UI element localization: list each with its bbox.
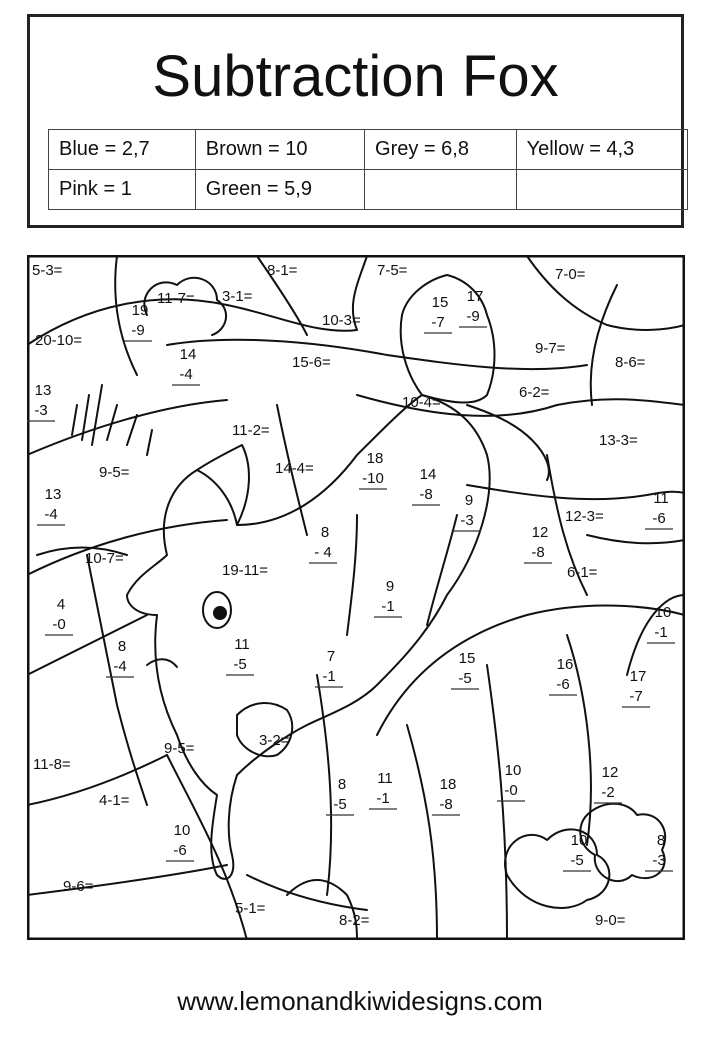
problem-bottom: -0 xyxy=(52,616,66,633)
key-cell-green: Green = 5,9 xyxy=(195,170,364,210)
problem-text: 19-11= xyxy=(222,562,269,579)
problem-top: 15 xyxy=(431,294,449,311)
problem-p24 xyxy=(412,466,440,505)
problem-text: 13-3= xyxy=(599,432,638,449)
problem-text: 8-6= xyxy=(615,354,646,371)
problem-p58 xyxy=(595,912,626,929)
problem-bottom: -5 xyxy=(570,852,584,869)
problem-p25 xyxy=(37,486,65,525)
problem-text: 10-4= xyxy=(402,394,441,411)
problem-bottom: -7 xyxy=(431,314,445,331)
problem-bottom: -4 xyxy=(113,658,127,675)
problem-p46 xyxy=(369,770,397,809)
problem-top: 9 xyxy=(464,492,474,509)
problem-p19 xyxy=(232,422,270,439)
problem-p8 xyxy=(459,288,487,327)
problem-p29 xyxy=(524,524,552,563)
problem-p21 xyxy=(99,464,130,481)
problem-text: 10-3= xyxy=(322,312,361,329)
problem-p30 xyxy=(309,524,337,563)
problem-bottom: -10 xyxy=(362,470,384,487)
problem-bottom: -7 xyxy=(629,688,643,705)
problem-top: 11 xyxy=(377,770,393,787)
problem-top: 10 xyxy=(504,762,522,779)
problem-p55 xyxy=(63,878,94,895)
problem-text: 14-4= xyxy=(275,460,314,477)
problem-p27 xyxy=(645,490,673,529)
problem-text: 7-0= xyxy=(555,266,586,283)
problem-p44 xyxy=(164,740,195,757)
problem-bottom: -8 xyxy=(531,544,545,561)
problem-p18 xyxy=(519,384,550,401)
problem-p45 xyxy=(33,756,71,773)
problem-top: 18 xyxy=(439,776,457,793)
problem-text: 8-1= xyxy=(267,262,298,279)
problem-p42 xyxy=(622,668,650,707)
problem-text: 6-1= xyxy=(567,564,598,581)
problem-p40 xyxy=(451,650,479,689)
color-key-row xyxy=(49,170,688,210)
problem-p39 xyxy=(315,648,343,687)
problem-top: 11 xyxy=(234,636,250,653)
problem-p11 xyxy=(35,332,82,349)
problem-top: 8 xyxy=(117,638,127,655)
problem-top: 9 xyxy=(385,578,395,595)
problem-top: 14 xyxy=(419,466,437,483)
problem-text: 15-6= xyxy=(292,354,331,371)
problem-text: 10-7= xyxy=(85,550,124,567)
problem-top: 12 xyxy=(531,524,549,541)
problem-text: 9-5= xyxy=(164,740,195,757)
problem-bottom: -1 xyxy=(381,598,395,615)
problem-bottom: -4 xyxy=(179,366,193,383)
problem-p41 xyxy=(549,656,577,695)
problem-p31 xyxy=(85,550,124,567)
problem-top: 13 xyxy=(44,486,62,503)
problem-bottom: -6 xyxy=(556,676,570,693)
problem-p50 xyxy=(594,764,622,803)
problem-top: 10 xyxy=(654,604,672,621)
color-key-row xyxy=(49,130,688,170)
problem-top: 12 xyxy=(601,764,619,781)
website-url[interactable]: www.lemonandkiwidesigns.com xyxy=(177,986,543,1016)
problem-p10 xyxy=(322,312,361,329)
problem-top: 4 xyxy=(56,596,66,613)
problem-bottom: -3 xyxy=(652,852,666,869)
key-cell-grey: Grey = 6,8 xyxy=(365,130,517,170)
problem-text: 11-8= xyxy=(33,756,71,773)
problem-p23 xyxy=(359,450,387,489)
problem-bottom: -4 xyxy=(44,506,58,523)
title-box xyxy=(27,14,684,228)
problem-bottom: -8 xyxy=(419,486,433,503)
key-cell-blue: Blue = 2,7 xyxy=(49,130,196,170)
problem-bottom: -1 xyxy=(322,668,336,685)
problem-text: 3-2= xyxy=(259,732,290,749)
problem-p9 xyxy=(124,302,152,341)
key-cell-empty xyxy=(365,170,517,210)
problem-bottom: -9 xyxy=(131,322,145,339)
problem-p17 xyxy=(402,394,441,411)
problem-p5 xyxy=(157,290,195,307)
problem-p57 xyxy=(339,912,370,929)
problem-p28 xyxy=(565,508,604,525)
problem-text: 4-1= xyxy=(99,792,130,809)
problem-top: 8 xyxy=(337,776,347,793)
problem-p36 xyxy=(647,604,675,643)
problem-text: 8-2= xyxy=(339,912,370,929)
problem-bottom: -2 xyxy=(601,784,615,801)
problem-top: 19 xyxy=(131,302,149,319)
problem-bottom: -3 xyxy=(34,402,48,419)
problem-p4 xyxy=(555,266,586,283)
problem-p34 xyxy=(374,578,402,617)
problem-text: 11-7= xyxy=(157,290,195,307)
problem-p2 xyxy=(267,262,298,279)
problem-p1 xyxy=(32,262,63,279)
problem-top: 7 xyxy=(326,648,336,665)
problem-text: 7-5= xyxy=(377,262,408,279)
problem-p43 xyxy=(259,732,290,749)
problem-top: 18 xyxy=(366,450,384,467)
problem-p35 xyxy=(45,596,73,635)
problem-bottom: -0 xyxy=(504,782,518,799)
problem-p56 xyxy=(235,900,266,917)
problem-top: 16 xyxy=(556,656,574,673)
problem-p14 xyxy=(292,354,331,371)
problem-p7 xyxy=(424,294,452,333)
problem-bottom: -5 xyxy=(458,670,472,687)
problem-bottom: -8 xyxy=(439,796,453,813)
problem-bottom: -5 xyxy=(333,796,347,813)
coloring-picture xyxy=(27,255,685,940)
problem-text: 5-3= xyxy=(32,262,63,279)
problem-p3 xyxy=(377,262,408,279)
key-cell-empty xyxy=(516,170,687,210)
problem-p12 xyxy=(535,340,566,357)
problem-bottom: -5 xyxy=(233,656,247,673)
problem-p26 xyxy=(453,492,481,531)
key-cell-pink: Pink = 1 xyxy=(49,170,196,210)
problem-p51 xyxy=(99,792,130,809)
problem-p54 xyxy=(645,832,673,871)
problem-top: 8 xyxy=(320,524,330,541)
problem-top: 17 xyxy=(629,668,647,685)
problem-top: 14 xyxy=(179,346,197,363)
problem-p22 xyxy=(275,460,314,477)
problem-top: 10 xyxy=(173,822,191,839)
problem-top: 17 xyxy=(466,288,484,305)
problem-p33 xyxy=(567,564,598,581)
problem-bottom: -1 xyxy=(376,790,390,807)
problem-bottom: -3 xyxy=(460,512,474,529)
problem-text: 9-7= xyxy=(535,340,566,357)
problem-p52 xyxy=(166,822,194,861)
problem-p38 xyxy=(226,636,254,675)
problem-text: 6-2= xyxy=(519,384,550,401)
page-title: Subtraction Fox xyxy=(152,44,559,109)
problem-p32 xyxy=(222,562,268,579)
problem-text: 20-10= xyxy=(35,332,83,349)
problem-text: 9-5= xyxy=(99,464,130,481)
problem-bottom: -9 xyxy=(466,308,480,325)
problem-text: 11-2= xyxy=(232,422,270,439)
problem-text: 9-0= xyxy=(595,912,626,929)
color-key-table xyxy=(48,129,688,210)
key-cell-yellow: Yellow = 4,3 xyxy=(516,130,687,170)
problem-bottom: -1 xyxy=(654,624,668,641)
problem-top: 13 xyxy=(34,382,52,399)
problem-top: 15 xyxy=(458,650,476,667)
problem-bottom: -6 xyxy=(652,510,666,527)
key-cell-brown: Brown = 10 xyxy=(195,130,364,170)
problem-text: 5-1= xyxy=(235,900,266,917)
problem-p16 xyxy=(27,382,55,421)
problem-p15 xyxy=(615,354,646,371)
problem-text: 3-1= xyxy=(222,288,253,305)
problem-text: 9-6= xyxy=(63,878,94,895)
problem-top: 11 xyxy=(653,490,669,507)
problem-bottom: -6 xyxy=(173,842,187,859)
problem-text: 12-3= xyxy=(565,508,604,525)
problem-bottom: - 4 xyxy=(314,544,332,561)
problem-p20 xyxy=(599,432,638,449)
problem-top: 8 xyxy=(656,832,666,849)
problem-p53 xyxy=(563,832,591,871)
problem-p13 xyxy=(172,346,200,385)
problem-p6 xyxy=(222,288,253,305)
problem-top: 10 xyxy=(570,832,588,849)
problem-p48 xyxy=(432,776,460,815)
